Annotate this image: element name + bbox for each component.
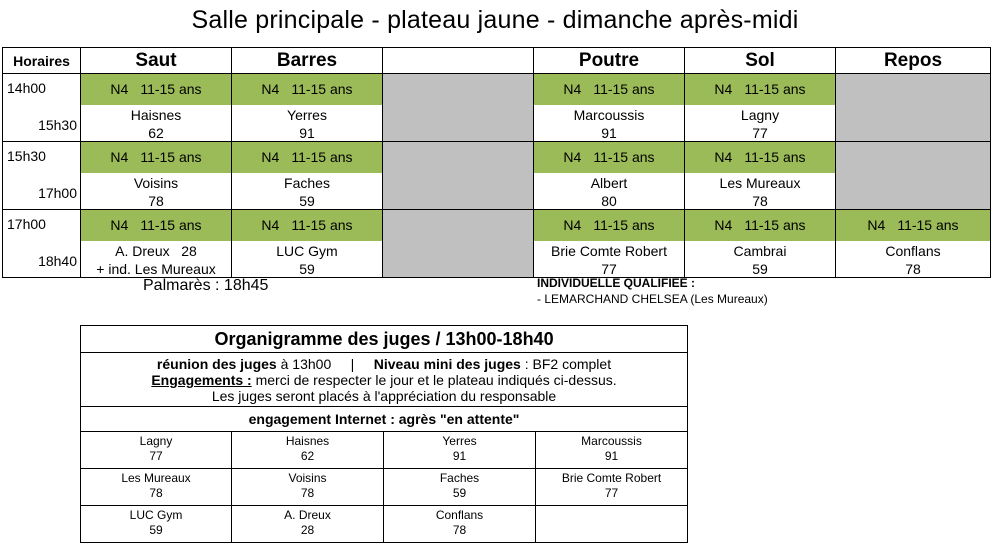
- individual-entry: - LEMARCHAND CHELSEA (Les Mureaux): [537, 292, 768, 306]
- level-min-label: Niveau mini des juges: [373, 356, 521, 372]
- level-band: [81, 74, 231, 105]
- club-number: 78: [752, 193, 768, 209]
- slot-sol: [685, 210, 836, 278]
- level-label: N4: [110, 217, 129, 233]
- level-band: [685, 210, 835, 241]
- age-label: 11-15 ans: [140, 149, 202, 165]
- judges-table: [80, 325, 688, 543]
- slot-repos: [836, 210, 991, 278]
- engagements-line: [81, 372, 687, 388]
- judge-club: Lagny: [139, 434, 173, 448]
- judge-num: 78: [452, 523, 467, 537]
- level-label: N4: [563, 149, 582, 165]
- judge-num: 91: [452, 449, 467, 463]
- end-time: 17h00: [38, 185, 77, 201]
- level-band: [232, 74, 382, 105]
- club-name: Yerres: [287, 107, 327, 123]
- club-number: 91: [299, 125, 315, 141]
- schedule-row: [3, 142, 991, 210]
- level-band: [232, 142, 382, 173]
- level-band: [685, 142, 835, 173]
- judge-num: 59: [452, 486, 467, 500]
- slot-barres: [232, 74, 383, 142]
- club-name: Brie Comte Robert: [551, 243, 667, 259]
- slot-sol: [685, 74, 836, 142]
- judge-num: 77: [604, 486, 619, 500]
- slot-barres: [232, 142, 383, 210]
- judge-club: Marcoussis: [581, 434, 642, 448]
- judge-num: 77: [149, 449, 163, 463]
- level-label: N4: [110, 81, 129, 97]
- judge-cell: [536, 432, 688, 469]
- age-label: 11-15 ans: [291, 149, 353, 165]
- age-label: 11-15 ans: [593, 217, 655, 233]
- level-label: N4: [110, 149, 129, 165]
- judges-meeting-line: [81, 356, 687, 372]
- age-label: 11-15 ans: [593, 81, 655, 97]
- slot-poutre: [534, 74, 685, 142]
- age-label: 11-15 ans: [593, 149, 655, 165]
- schedule-header-row: [3, 48, 991, 74]
- schedule-table: [2, 47, 991, 278]
- level-band: [232, 210, 382, 241]
- club-number: 77: [752, 125, 768, 141]
- club-name: A. Dreux 28: [115, 243, 197, 259]
- judge-club: Brie Comte Robert: [561, 471, 662, 485]
- header-empty: [383, 48, 534, 74]
- internet-engagement: engagement Internet : agrès "en attente": [81, 407, 688, 432]
- level-label: N4: [714, 149, 733, 165]
- level-band: [836, 210, 990, 241]
- slot-saut: [81, 142, 232, 210]
- judge-club: Haisnes: [285, 434, 330, 448]
- judge-club: Voisins: [288, 471, 327, 485]
- level-band: [534, 210, 684, 241]
- club-name: Les Mureaux: [719, 175, 801, 191]
- start-time: 17h00: [7, 216, 46, 232]
- palmares-time: Palmarès : 18h45: [143, 277, 269, 294]
- judge-cell: [81, 432, 232, 469]
- engagements-label: Engagements :: [151, 372, 252, 388]
- judge-num: 91: [604, 449, 619, 463]
- age-label: 11-15 ans: [291, 81, 353, 97]
- individual-qualified: [537, 275, 768, 307]
- club-name: Haisnes: [130, 107, 182, 123]
- club-name: Lagny: [740, 107, 780, 123]
- empty-slot: [836, 74, 991, 142]
- meeting-time: à 13h00 |: [276, 356, 374, 372]
- judge-cell: [81, 506, 232, 543]
- header-sol: Sol: [685, 48, 836, 74]
- judge-cell: [384, 469, 536, 506]
- level-label: N4: [714, 217, 733, 233]
- judges-title: Organigramme des juges / 13h00-18h40: [81, 326, 688, 353]
- slot-sol: [685, 142, 836, 210]
- judge-club: Yerres: [442, 434, 477, 448]
- judge-cell: [232, 469, 384, 506]
- club-name: Faches: [284, 175, 330, 191]
- judge-cell: [384, 506, 536, 543]
- header-poutre: Poutre: [534, 48, 685, 74]
- club-number: 78: [905, 261, 921, 277]
- slot-poutre: [534, 142, 685, 210]
- club-number: 80: [601, 193, 617, 209]
- level-band: [534, 142, 684, 173]
- level-label: N4: [563, 217, 582, 233]
- slot-barres: [232, 210, 383, 278]
- club-name: LUC Gym: [276, 243, 338, 259]
- individual-heading: INDIVIDUELLE QUALIFIEE :: [537, 276, 696, 290]
- header-barres: Barres: [232, 48, 383, 74]
- club-number: 59: [299, 193, 315, 209]
- level-band: [685, 74, 835, 105]
- schedule-row: [3, 210, 991, 278]
- judge-cell: [81, 469, 232, 506]
- level-label: N4: [261, 81, 280, 97]
- level-min-value: : BF2 complet: [520, 356, 612, 372]
- club-number: 77: [601, 261, 617, 277]
- level-label: N4: [714, 81, 733, 97]
- end-time: 18h40: [38, 253, 77, 269]
- judge-club: A. Dreux: [284, 508, 331, 522]
- club-name: Cambrai: [733, 243, 787, 259]
- age-label: 11-15 ans: [140, 217, 202, 233]
- age-label: 11-15 ans: [744, 217, 806, 233]
- time-slot: [3, 74, 81, 142]
- empty-slot: [383, 74, 534, 142]
- club-name: Albert: [590, 175, 628, 191]
- judge-club: LUC Gym: [129, 508, 183, 522]
- judge-num: 78: [300, 486, 315, 500]
- empty-slot: [836, 142, 991, 210]
- header-saut: Saut: [81, 48, 232, 74]
- level-label: N4: [261, 149, 280, 165]
- judges-info: [81, 353, 688, 407]
- club-number: 59: [752, 261, 768, 277]
- club-name: Conflans: [885, 243, 941, 259]
- slot-saut: [81, 74, 232, 142]
- age-label: 11-15 ans: [140, 81, 202, 97]
- club-extra: + ind. Les Mureaux: [96, 261, 216, 277]
- level-band: [81, 142, 231, 173]
- age-label: 11-15 ans: [744, 81, 806, 97]
- club-number: 78: [148, 193, 164, 209]
- club-number: 91: [601, 125, 617, 141]
- judge-num: 59: [149, 523, 163, 537]
- level-label: N4: [563, 81, 582, 97]
- placement-line: Les juges seront placés à l'appréciation du responsable: [211, 388, 557, 404]
- age-label: 11-15 ans: [744, 149, 806, 165]
- judge-club: Conflans: [435, 508, 484, 522]
- judge-num: 28: [300, 523, 315, 537]
- age-label: 11-15 ans: [897, 217, 959, 233]
- level-band: [81, 210, 231, 241]
- club-number: 62: [148, 125, 164, 141]
- judge-club: Les Mureaux: [121, 471, 191, 485]
- schedule-row: [3, 74, 991, 142]
- start-time: 15h30: [7, 148, 46, 164]
- age-label: 11-15 ans: [291, 217, 353, 233]
- judge-num: 62: [300, 449, 315, 463]
- judge-cell: [536, 506, 688, 543]
- judge-cell: [536, 469, 688, 506]
- judge-num: 78: [149, 486, 163, 500]
- level-band: [534, 74, 684, 105]
- level-label: N4: [867, 217, 886, 233]
- level-label: N4: [261, 217, 280, 233]
- time-slot: [3, 142, 81, 210]
- judge-cell: [232, 506, 384, 543]
- engagements-text: merci de respecter le jour et le plateau indiqués ci-dessus.: [251, 372, 617, 388]
- judge-cell: [384, 432, 536, 469]
- time-slot: [3, 210, 81, 278]
- meeting-label: réunion des juges: [156, 356, 277, 372]
- club-number: 59: [299, 261, 315, 277]
- club-name: Marcoussis: [573, 107, 645, 123]
- judge-club: Faches: [439, 471, 480, 485]
- empty-slot: [383, 210, 534, 278]
- club-name: Voisins: [133, 175, 179, 191]
- start-time: 14h00: [7, 80, 46, 96]
- page-title: Salle principale - plateau jaune - dimanche après-midi: [191, 6, 799, 34]
- slot-poutre: [534, 210, 685, 278]
- header-horaires: Horaires: [3, 48, 81, 74]
- judge-cell: [232, 432, 384, 469]
- end-time: 15h30: [38, 117, 77, 133]
- slot-saut: [81, 210, 232, 278]
- empty-slot: [383, 142, 534, 210]
- header-repos: Repos: [836, 48, 991, 74]
